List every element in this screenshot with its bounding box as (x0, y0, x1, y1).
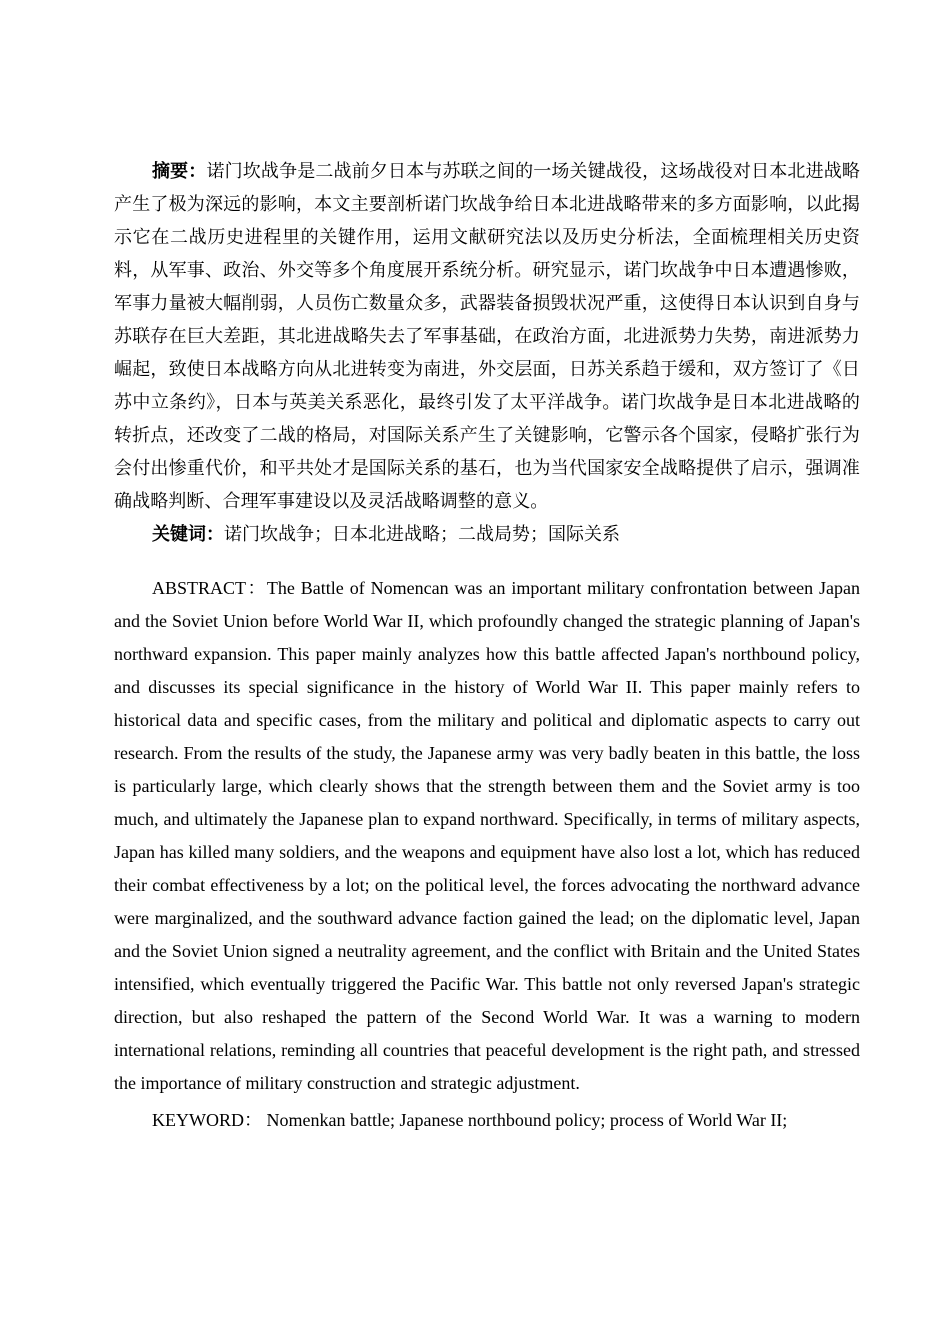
english-abstract-label: ABSTRACT： (152, 578, 267, 598)
chinese-keywords-label: 关键词： (152, 524, 224, 545)
english-keywords-label: KEYWORD： (152, 1110, 262, 1130)
chinese-keywords (114, 518, 860, 551)
chinese-keywords-text: 诺门坎战争；日本北进战略；二战局势；国际关系 (224, 524, 620, 545)
english-keywords-text: Nomenkan battle; Japanese northbound policy; process of World War II; (266, 1110, 788, 1130)
english-abstract (114, 572, 860, 1100)
english-abstract-text: The Battle of Nomencan was an important military confrontation between Japan and the Soviet Union before World War II, which profoundly changed the strategic planning of Japan's northward expansion. This paper mainly analyzes how this battle affected Japan's northbound policy, and discusses its special significance in the history of World War II. This paper mainly refers to historical data and specific cases, from the military and political and diplomatic aspects to carry out research. From the results of the study, the Japanese army was very badly beaten in this battle, the loss is particularly large, which clearly shows that the strength between them and the Soviet army is too much, and ultimately the Japanese plan to expand northward. Specifically, in terms of military aspects, Japan has killed many soldiers, and the weapons and equipment have also lost a lot, which has reduced their combat effectiveness by a lot; on the political level, the forces advocating the northward advance were marginalized, and the southward advance faction gained the lead; on the diplomatic level, Japan and the Soviet Union signed a neutrality agreement, and the conflict with Britain and the United States intensified, which eventually triggered the Pacific War. This battle not only reversed Japan's strategic direction, but also reshaped the pattern of the Second World War. It was a warning to modern international relations, reminding all countries that peaceful development is the right path, and stressed the importance of military construction and strategic adjustment. (114, 578, 860, 1093)
chinese-abstract-text: 诺门坎战争是二战前夕日本与苏联之间的一场关键战役，这场战役对日本北进战略产生了极为深远的影响，本文主要剖析诺门坎战争给日本北进战略带来的多方面影响，以此揭示它在二战历史进程里的关键作用，运用文献研究法以及历史分析法，全面梳理相关历史资料，从军事、政治、外交等多个角度展开系统分析。研究显示，诺门坎战争中日本遭遇惨败，军事力量被大幅削弱，人员伤亡数量众多，武器装备损毁状况严重，这使得日本认识到自身与苏联存在巨大差距，其北进战略失去了军事基础，在政治方面，北进派势力失势，南进派势力崛起，致使日本战略方向从北进转变为南进，外交层面，日苏关系趋于缓和，双方签订了《日苏中立条约》，日本与英美关系恶化，最终引发了太平洋战争。诺门坎战争是日本北进战略的转折点，还改变了二战的格局，对国际关系产生了关键影响，它警示各个国家，侵略扩张行为会付出惨重代价，和平共处才是国际关系的基石，也为当代国家安全战略提供了启示，强调准确战略判断、合理军事建设以及灵活战略调整的意义。 (114, 161, 860, 512)
english-keywords (114, 1104, 860, 1137)
chinese-abstract (114, 155, 860, 518)
chinese-abstract-label: 摘要： (152, 161, 207, 182)
document-page (114, 155, 860, 1137)
